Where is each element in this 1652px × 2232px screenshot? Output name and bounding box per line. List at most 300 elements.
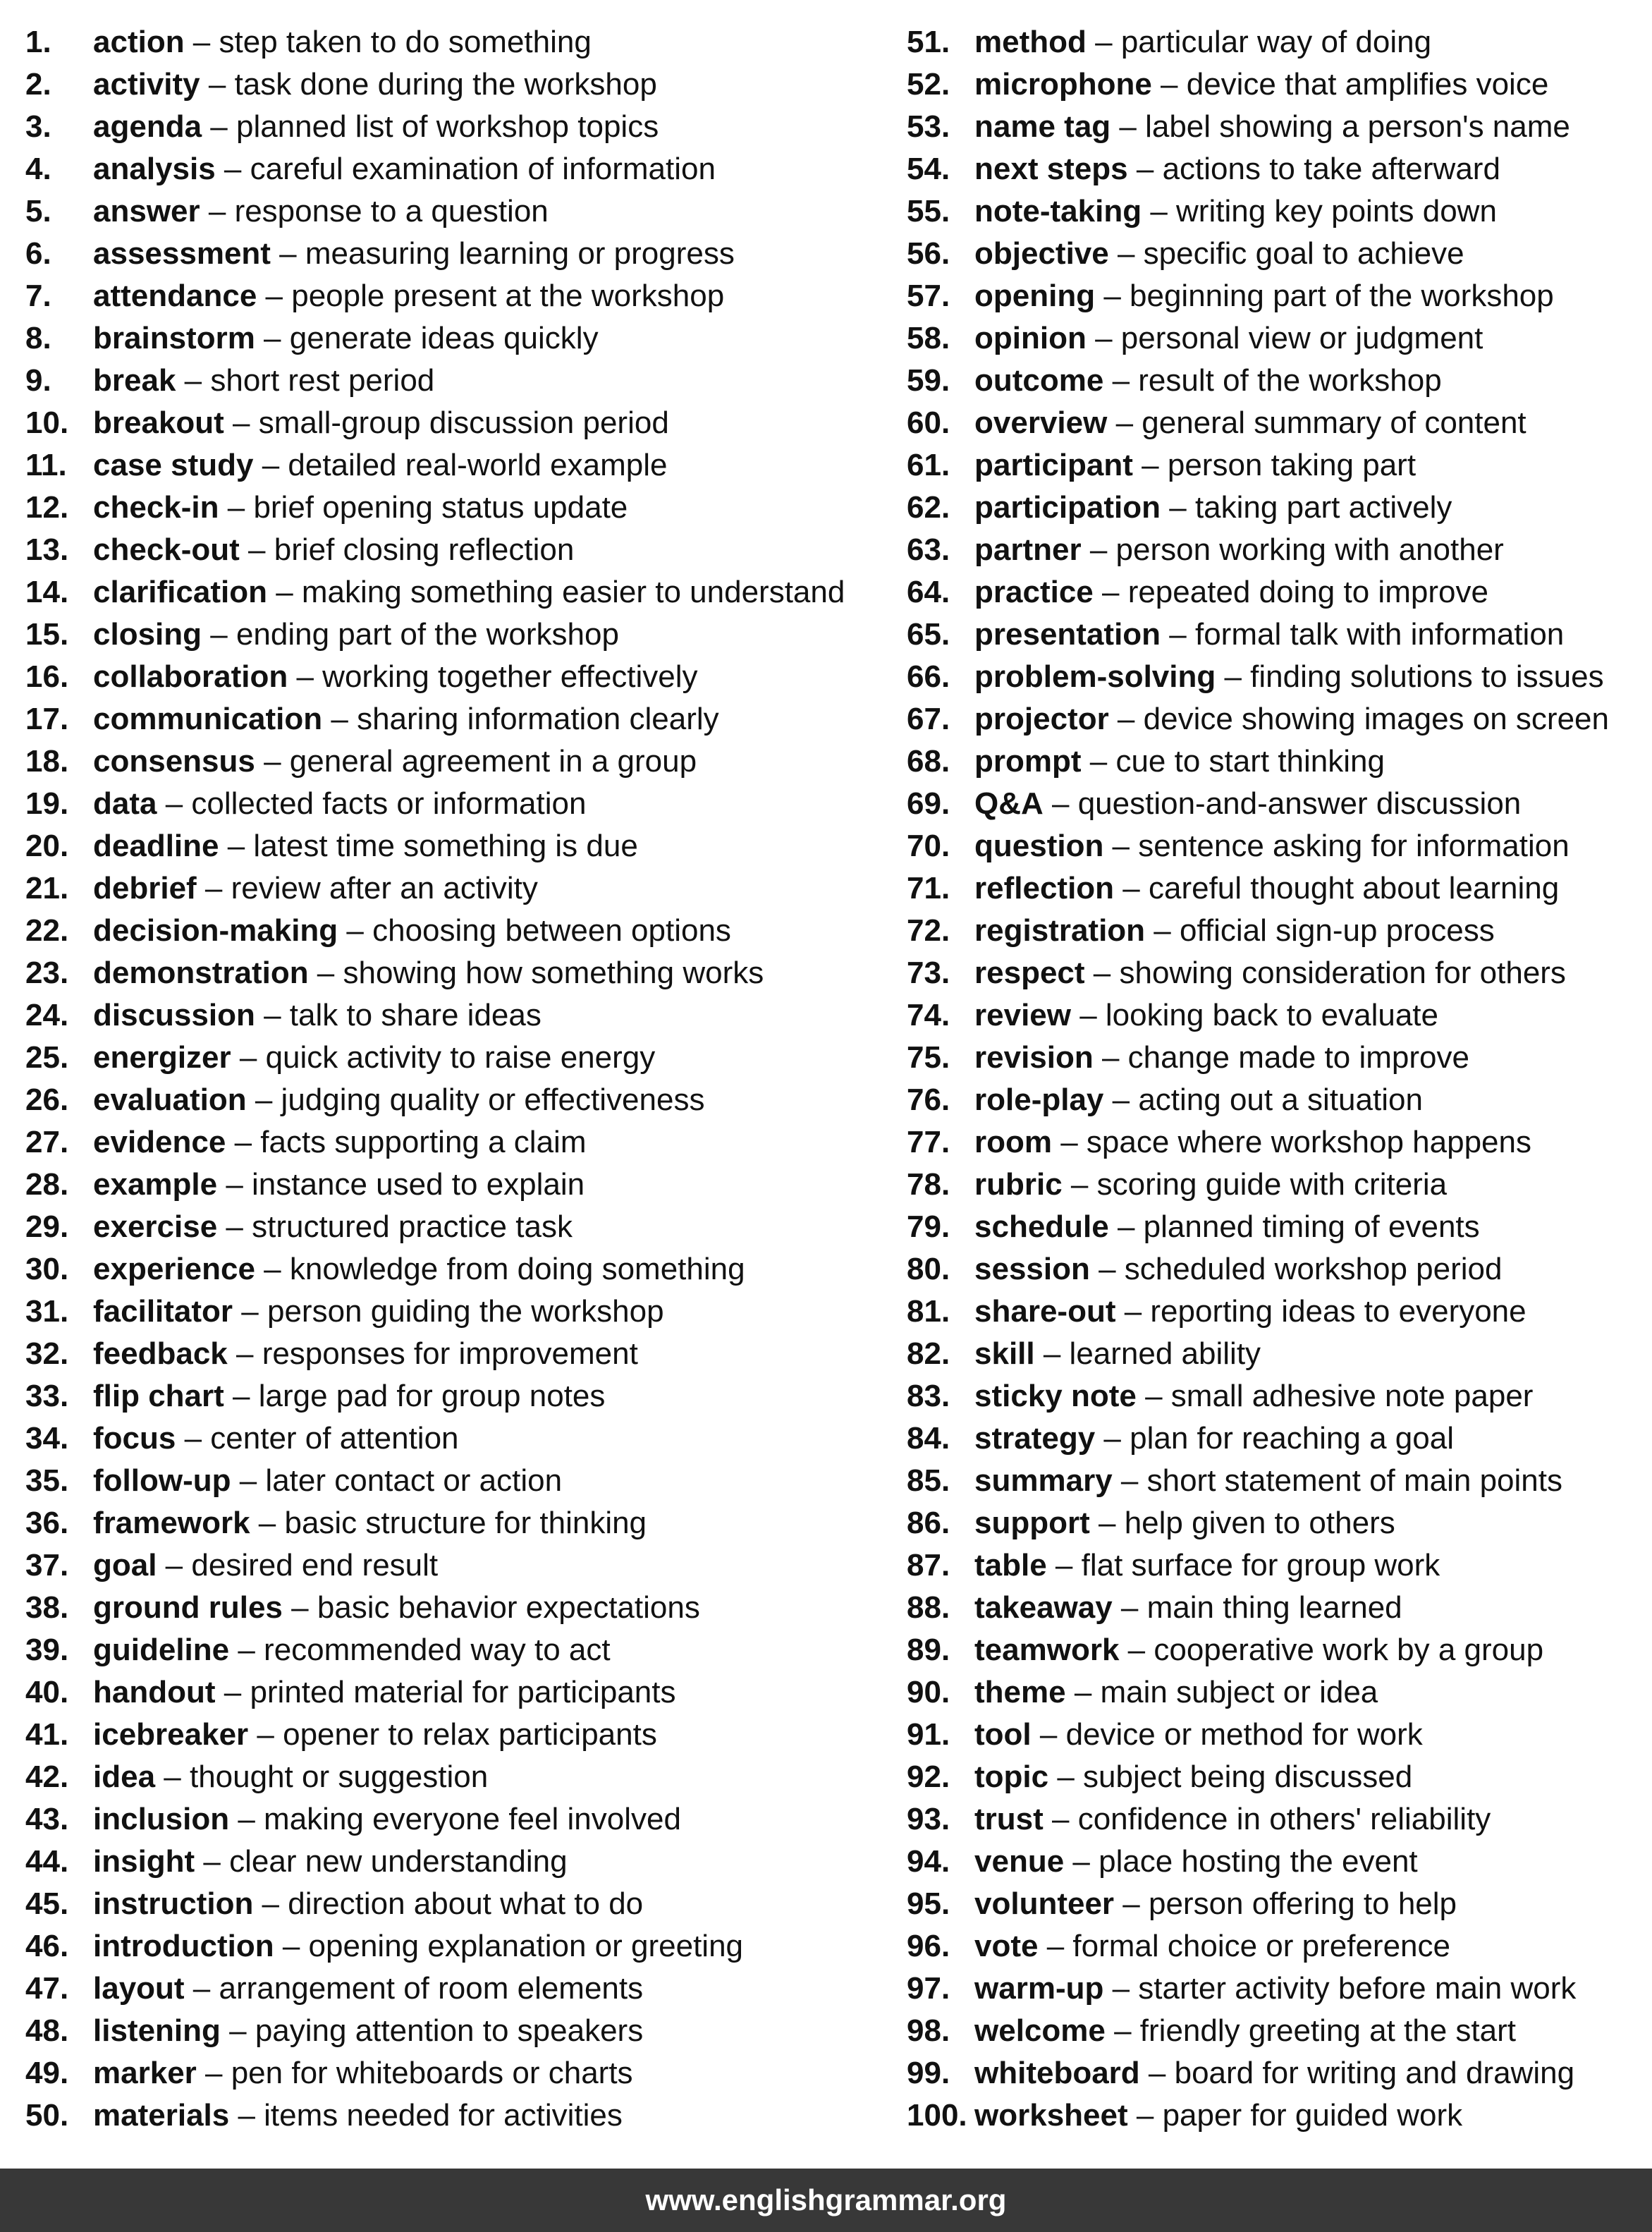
item-separator: – [184,25,219,59]
item-number: 83. [907,1379,950,1413]
item-definition: paper for guided work [1162,2098,1463,2133]
item-number: 96. [907,1929,950,1963]
vocab-item [907,698,1647,740]
item-definition: measuring learning or progress [305,236,735,271]
item-definition: arrangement of room elements [219,1971,644,2006]
item-term: vote [974,1929,1039,1963]
item-separator: – [257,279,292,313]
vocab-item [907,825,1647,867]
vocab-item [907,1671,1647,1714]
item-separator: – [1095,1421,1130,1456]
item-number: 53. [907,109,950,144]
item-separator: – [231,1040,266,1075]
vocab-item [907,148,1647,190]
vocab-item [25,1375,871,1417]
item-definition: generate ideas quickly [289,321,599,355]
vocab-item [907,1079,1647,1121]
item-separator: – [219,829,254,863]
item-separator: – [176,1421,211,1456]
item-separator: – [1136,1379,1171,1413]
vocab-item [25,275,871,317]
vocab-item [907,571,1647,614]
item-separator: – [274,1929,309,1963]
item-number: 69. [907,786,950,821]
item-definition: brief closing reflection [274,532,575,567]
vocab-item [25,1079,871,1121]
item-separator: – [224,1379,259,1413]
item-term: icebreaker [93,1717,249,1752]
item-number: 61. [907,448,950,482]
item-number: 4. [25,152,51,186]
item-definition: writing key points down [1176,194,1497,228]
item-definition: structured practice task [252,1209,573,1244]
vocab-item [907,1206,1647,1248]
item-number: 89. [907,1633,950,1667]
item-number: 26. [25,1083,69,1117]
item-definition: help given to others [1124,1506,1395,1540]
item-definition: official sign-up process [1179,913,1495,948]
vocab-item [907,2010,1647,2052]
vocab-item [907,1883,1647,1925]
item-definition: desired end result [191,1548,439,1582]
vocab-item [907,2094,1647,2137]
item-term: takeaway [974,1590,1113,1625]
item-definition: main subject or idea [1100,1675,1378,1709]
item-number: 73. [907,956,950,990]
item-number: 63. [907,532,950,567]
item-term: attendance [93,279,257,313]
item-number: 85. [907,1463,950,1498]
item-separator: – [1031,1717,1066,1752]
vocab-item [907,1037,1647,1079]
vocab-item [907,1841,1647,1883]
item-term: framework [93,1506,250,1540]
item-term: layout [93,1971,185,2006]
item-term: respect [974,956,1085,990]
item-definition: beginning part of the workshop [1130,279,1554,313]
item-separator: – [219,490,254,525]
vocab-item [907,1756,1647,1798]
vocab-item [907,1502,1647,1544]
item-number: 36. [25,1506,69,1540]
vocab-item [25,1714,871,1756]
item-number: 16. [25,659,69,694]
item-definition: finding solutions to issues [1250,659,1604,694]
item-number: 70. [907,829,950,863]
vocab-item [907,63,1647,106]
item-number: 71. [907,871,950,905]
footer-bar [0,2169,1652,2232]
item-term: activity [93,67,200,102]
item-number: 59. [907,363,950,398]
item-definition: careful thought about learning [1148,871,1560,905]
item-number: 19. [25,786,69,821]
vocab-item [25,994,871,1037]
vocab-item [25,1206,871,1248]
item-definition: plan for reaching a goal [1130,1421,1454,1456]
item-number: 88. [907,1590,950,1625]
vocab-item [25,698,871,740]
vocab-item [907,402,1647,444]
vocab-item [25,1164,871,1206]
item-definition: basic structure for thinking [284,1506,647,1540]
item-definition: label showing a person's name [1145,109,1570,144]
item-separator: – [1093,1040,1128,1075]
vocab-item [907,1375,1647,1417]
item-number: 87. [907,1548,950,1582]
item-definition: instance used to explain [252,1167,585,1202]
item-number: 77. [907,1125,950,1159]
item-term: insight [93,1844,195,1879]
vocab-item [25,1968,871,2010]
item-number: 15. [25,617,69,652]
vocab-item [907,1291,1647,1333]
item-separator: – [233,1294,267,1329]
item-number: 25. [25,1040,69,1075]
item-definition: planned timing of events [1143,1209,1480,1244]
vocab-item [25,2052,871,2094]
item-definition: looking back to evaluate [1105,998,1439,1032]
item-definition: pen for whiteboards or charts [231,2056,633,2090]
item-number: 27. [25,1125,69,1159]
item-definition: main thing learned [1146,1590,1402,1625]
item-term: evaluation [93,1083,247,1117]
item-number: 32. [25,1336,69,1371]
item-term: schedule [974,1209,1109,1244]
item-term: problem-solving [974,659,1216,694]
item-separator: – [202,109,236,144]
item-separator: – [1103,1971,1139,2006]
item-number: 41. [25,1717,69,1752]
item-term: example [93,1167,218,1202]
vocab-item [907,190,1647,233]
item-definition: reporting ideas to everyone [1150,1294,1526,1329]
item-definition: starter activity before main work [1138,1971,1577,2006]
item-definition: specific goal to achieve [1143,236,1464,271]
item-definition: step taken to do something [219,25,592,59]
item-term: next steps [974,152,1128,186]
item-term: feedback [93,1336,228,1371]
item-term: introduction [93,1929,274,1963]
item-definition: response to a question [234,194,549,228]
item-number: 97. [907,1971,950,2006]
item-definition: careful examination of information [250,152,716,186]
item-number: 100. [907,2098,967,2133]
item-term: participation [974,490,1161,525]
item-term: check-out [93,532,240,567]
item-term: marker [93,2056,197,2090]
item-separator: – [1108,236,1144,271]
vocab-item [907,1798,1647,1841]
vocab-item [907,275,1647,317]
item-definition: later contact or action [265,1463,563,1498]
vocab-item [25,1291,871,1333]
vocabulary-column-left [25,21,871,2137]
item-separator: – [1107,405,1142,440]
item-term: idea [93,1760,156,1794]
item-separator: – [338,913,373,948]
item-number: 38. [25,1590,69,1625]
item-definition: review after an activity [231,871,538,905]
item-term: presentation [974,617,1161,652]
item-number: 47. [25,1971,69,2006]
item-separator: – [1151,67,1187,102]
website-link[interactable]: www.englishgrammar.org [645,2183,1007,2216]
item-definition: person taking part [1167,448,1417,482]
item-term: consensus [93,744,255,779]
vocab-item [907,1968,1647,2010]
item-number: 56. [907,236,950,271]
item-separator: – [196,2056,231,2090]
item-number: 48. [25,2013,69,2048]
item-number: 51. [907,25,950,59]
item-number: 67. [907,702,950,736]
item-definition: making something easier to understand [301,575,845,609]
item-term: trust [974,1802,1044,1836]
vocab-item [907,952,1647,994]
item-term: topic [974,1760,1049,1794]
item-number: 29. [25,1209,69,1244]
item-definition: sentence asking for information [1138,829,1570,863]
item-term: teamwork [974,1633,1120,1667]
item-number: 84. [907,1421,950,1456]
vocab-item [907,1417,1647,1460]
item-term: warm-up [974,1971,1104,2006]
item-term: materials [93,2098,230,2133]
item-separator: – [1093,575,1128,609]
item-separator: – [1114,871,1149,905]
item-separator: – [1103,829,1139,863]
item-definition: sharing information clearly [357,702,719,736]
vocab-item [25,1798,871,1841]
item-number: 1. [25,25,51,59]
vocab-item [907,21,1647,63]
item-number: 45. [25,1886,69,1921]
item-term: experience [93,1252,255,1286]
item-number: 20. [25,829,69,863]
item-number: 57. [907,279,950,313]
item-separator: – [1043,1802,1078,1836]
vocab-item [25,1121,871,1164]
item-definition: confidence in others' reliability [1077,1802,1491,1836]
item-term: handout [93,1675,216,1709]
item-definition: particular way of doing [1120,25,1432,59]
item-term: reflection [974,871,1115,905]
item-number: 17. [25,702,69,736]
item-definition: scoring guide with criteria [1096,1167,1448,1202]
item-definition: detailed real-world example [288,448,668,482]
item-definition: working together effectively [322,659,698,694]
item-number: 7. [25,279,51,313]
item-term: summary [974,1463,1113,1498]
item-definition: personal view or judgment [1120,321,1483,355]
item-definition: cue to start thinking [1115,744,1385,779]
item-separator: – [1110,109,1146,144]
item-number: 80. [907,1252,950,1286]
item-separator: – [1114,1886,1149,1921]
item-number: 12. [25,490,69,525]
item-term: clarification [93,575,267,609]
item-number: 72. [907,913,950,948]
item-term: practice [974,575,1094,609]
item-definition: question-and-answer discussion [1077,786,1522,821]
item-separator: – [1084,956,1120,990]
item-definition: cooperative work by a group [1154,1633,1544,1667]
item-definition: items needed for activities [264,2098,623,2133]
item-term: breakout [93,405,224,440]
item-term: worksheet [974,2098,1128,2133]
vocab-item [907,2052,1647,2094]
vocab-item [25,529,871,571]
item-definition: recommended way to act [264,1633,611,1667]
item-separator: – [157,786,192,821]
item-separator: – [195,1844,230,1879]
vocab-item [25,867,871,910]
item-definition: device showing images on screen [1143,702,1609,736]
item-term: discussion [93,998,255,1032]
vocab-item [25,233,871,275]
item-term: name tag [974,109,1111,144]
item-term: assessment [93,236,271,271]
item-separator: – [1127,152,1163,186]
item-definition: opening explanation or greeting [308,1929,744,1963]
item-definition: judging quality or effectiveness [281,1083,705,1117]
item-separator: – [250,1506,285,1540]
vocab-item [25,1333,871,1375]
item-definition: small-group discussion period [258,405,669,440]
item-definition: task done during the workshop [234,67,657,102]
item-definition: planned list of workshop topics [235,109,659,144]
item-number: 40. [25,1675,69,1709]
item-separator: – [1119,1633,1154,1667]
vocab-item [25,63,871,106]
item-separator: – [253,448,288,482]
item-separator: – [196,871,231,905]
item-separator: – [1112,1590,1147,1625]
item-separator: – [1070,998,1106,1032]
item-term: opening [974,279,1096,313]
item-term: flip chart [93,1379,224,1413]
item-definition: general summary of content [1142,405,1526,440]
item-definition: showing consideration for others [1119,956,1566,990]
item-definition: opener to relax participants [283,1717,657,1752]
item-term: break [93,363,176,398]
item-definition: people present at the workshop [291,279,725,313]
item-term: strategy [974,1421,1096,1456]
item-number: 90. [907,1675,950,1709]
item-separator: – [267,575,302,609]
item-term: ground rules [93,1590,283,1625]
vocab-item [907,1714,1647,1756]
item-separator: – [157,1548,192,1582]
item-separator: – [255,744,290,779]
vocab-item [907,317,1647,360]
item-separator: – [1142,194,1177,228]
item-separator: – [224,405,259,440]
item-term: registration [974,913,1146,948]
item-definition: printed material for participants [250,1675,676,1709]
item-separator: – [248,1717,283,1752]
item-separator: – [1132,448,1168,482]
item-term: collaboration [93,659,288,694]
item-separator: – [246,1083,281,1117]
item-definition: latest time something is due [253,829,638,863]
item-definition: friendly greeting at the start [1139,2013,1516,2048]
vocab-item [25,402,871,444]
item-term: overview [974,405,1108,440]
item-number: 6. [25,236,51,271]
item-number: 28. [25,1167,69,1202]
item-number: 24. [25,998,69,1032]
item-definition: taking part actively [1194,490,1452,525]
vocab-item [907,1925,1647,1968]
item-separator: – [229,2098,264,2133]
item-term: microphone [974,67,1152,102]
vocab-item [25,1671,871,1714]
vocab-item [25,360,871,402]
item-definition: actions to take afterward [1162,152,1500,186]
item-definition: clear new understanding [229,1844,568,1879]
item-separator: – [200,67,235,102]
item-definition: making everyone feel involved [264,1802,681,1836]
vocab-item [25,317,871,360]
item-definition: showing how something works [343,956,764,990]
vocab-item [25,148,871,190]
item-separator: – [255,998,290,1032]
vocabulary-column-right [907,21,1647,2137]
item-definition: ending part of the workshop [235,617,619,652]
item-separator: – [229,1802,264,1836]
item-number: 95. [907,1886,950,1921]
item-separator: – [217,1209,252,1244]
item-separator: – [176,363,211,398]
item-number: 65. [907,617,950,652]
item-definition: board for writing and drawing [1174,2056,1575,2090]
item-definition: short rest period [210,363,435,398]
item-number: 60. [907,405,950,440]
vocab-item [907,910,1647,952]
item-term: opinion [974,321,1087,355]
item-separator: – [1048,1760,1084,1794]
item-separator: – [255,321,290,355]
item-term: agenda [93,109,202,144]
vocab-item [25,2094,871,2137]
item-term: method [974,25,1087,59]
vocab-item [907,656,1647,698]
item-definition: quick activity to raise energy [265,1040,656,1075]
item-definition: subject being discussed [1083,1760,1413,1794]
vocab-item [25,1248,871,1291]
item-separator: – [1043,786,1078,821]
item-number: 8. [25,321,51,355]
item-number: 3. [25,109,51,144]
item-separator: – [1112,1463,1147,1498]
item-separator: – [231,1463,266,1498]
item-term: tool [974,1717,1032,1752]
vocab-item [907,487,1647,529]
item-number: 34. [25,1421,69,1456]
item-number: 98. [907,2013,950,2048]
item-number: 46. [25,1929,69,1963]
item-definition: direction about what to do [288,1886,644,1921]
item-number: 49. [25,2056,69,2090]
item-term: session [974,1252,1090,1286]
vocab-item [907,783,1647,825]
item-number: 86. [907,1506,950,1540]
item-number: 92. [907,1760,950,1794]
item-term: answer [93,194,200,228]
item-separator: – [239,532,274,567]
